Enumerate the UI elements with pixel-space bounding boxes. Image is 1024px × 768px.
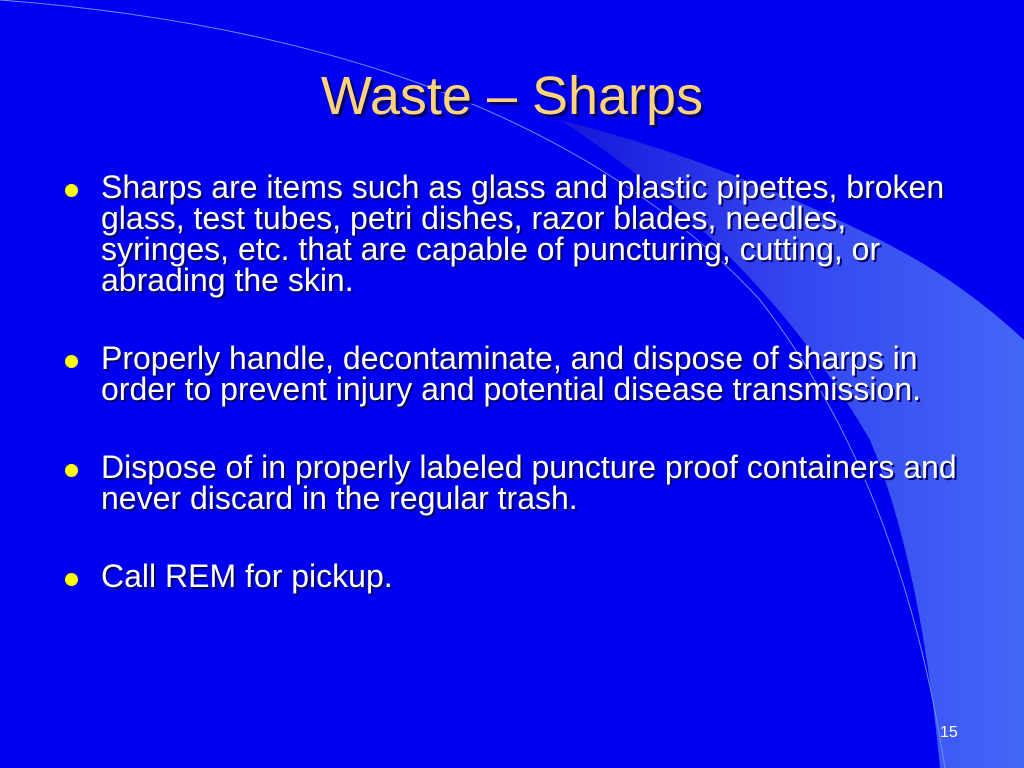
bullet-dot-icon <box>65 184 78 197</box>
bullet-text: Call REM for pickup. <box>101 558 393 594</box>
page-number: 15 <box>940 724 958 741</box>
bullet-dot-icon <box>65 464 78 477</box>
bullet-list <box>62 169 962 639</box>
slide-title: Waste – Sharps <box>320 66 704 126</box>
bullet-text: Properly handle, decontaminate, and dispose of sharps in order to prevent injury and potential disease transmission. <box>101 340 921 407</box>
bullet-dot-icon <box>65 573 78 586</box>
bullet-text: Sharps are items such as glass and plastic pipettes, broken glass, test tubes, petri dishes, razor blades, needles, syringes, etc. that are capable of puncturing, cutting, or abrading the skin. <box>101 169 945 298</box>
bullet-dot-icon <box>65 355 78 368</box>
bullet-item <box>62 558 962 594</box>
bullet-item <box>62 340 962 407</box>
bullet-item <box>62 169 962 298</box>
bullet-item <box>62 449 962 516</box>
bullet-text: Dispose of in properly labeled puncture proof containers and never discard in the regular trash. <box>101 449 957 516</box>
